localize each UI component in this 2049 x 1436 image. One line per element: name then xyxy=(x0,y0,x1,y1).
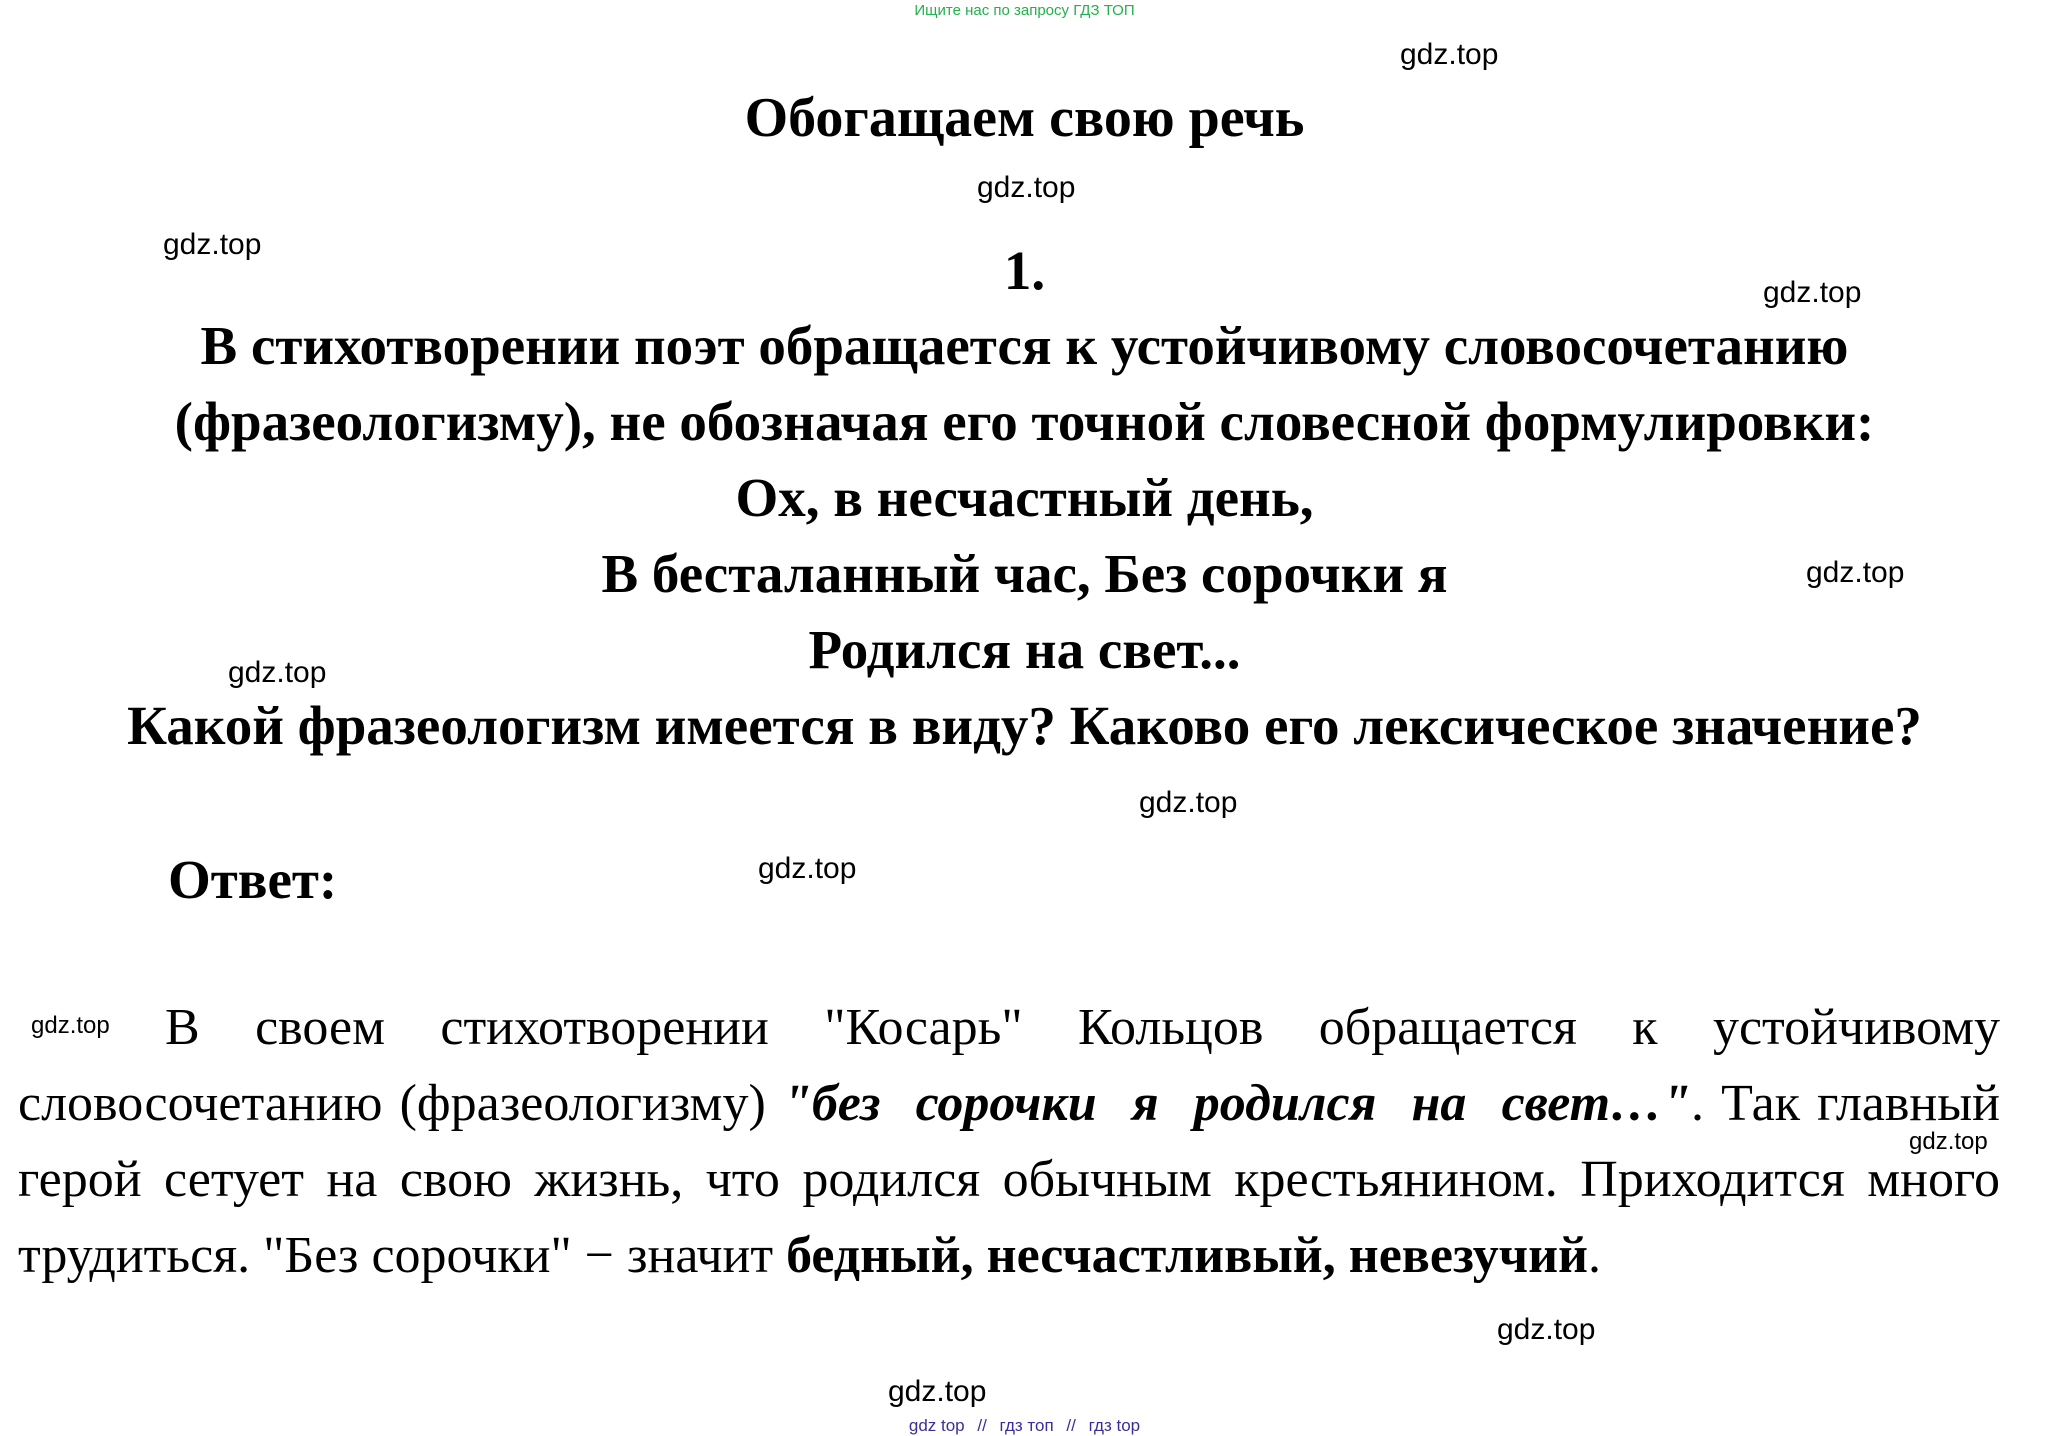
watermark: gdz.top xyxy=(1400,38,1499,71)
watermark: gdz.top xyxy=(977,171,1076,204)
watermark: gdz.top xyxy=(1806,556,1905,589)
watermark: gdz.top xyxy=(1139,786,1238,819)
answer-part-1: В своем стихотворении "Косарь" Кольцов обращается к устойчивому словосочетанию (фразеологизму) xyxy=(18,999,2000,1132)
task-question: Какой фразеологизм имеется в виду? Каково его лексическое значение? xyxy=(127,695,1922,756)
answer-label: Ответ: xyxy=(168,849,338,910)
watermark: gdz.top xyxy=(31,1012,110,1039)
section-title: Обогащаем свою речь xyxy=(744,87,1305,149)
answer-part-3: . xyxy=(1588,1227,1602,1284)
answer-part-2: . Так главный герой сетует на свою жизнь, что родился обычным крестьянином. Приходится много трудиться. "Без сорочки" − значит xyxy=(18,1075,2000,1284)
watermark: gdz.top xyxy=(163,228,262,261)
footer-separator: // xyxy=(1066,1416,1076,1435)
task-intro-line-1: В стихотворении поэт обращается к устойчивому словосочетанию xyxy=(200,315,1849,376)
watermark: gdz.top xyxy=(1909,1128,1988,1155)
watermark: gdz.top xyxy=(758,852,857,885)
watermark: gdz.top xyxy=(228,656,327,689)
search-note: Ищите нас по запросу ГДЗ ТОП xyxy=(914,2,1135,19)
footer-links xyxy=(0,1416,2049,1436)
watermark: gdz.top xyxy=(1763,276,1862,309)
task-intro-line-2: (фразеологизму), не обозначая его точной словесной формулировки: xyxy=(174,391,1875,452)
task-number: 1. xyxy=(1003,240,1046,301)
answer-text xyxy=(18,990,2000,1294)
poem-line-2: В бесталанный час, Без сорочки я xyxy=(601,543,1448,604)
footer-link-gdz-top-ru[interactable]: гдз топ xyxy=(999,1416,1054,1435)
footer-separator: // xyxy=(977,1416,987,1435)
watermark: gdz.top xyxy=(888,1375,987,1408)
poem-line-1: Ох, в несчастный день, xyxy=(735,467,1314,528)
footer-link-gdz-top-mixed[interactable]: гдз top xyxy=(1088,1416,1141,1435)
answer-emphasis: бедный, несчастливый, невезучий xyxy=(786,1227,1589,1284)
footer-link-gdz-top[interactable]: gdz top xyxy=(908,1416,965,1435)
poem-line-3: Родился на свет... xyxy=(808,619,1241,680)
watermark: gdz.top xyxy=(1497,1313,1596,1346)
answer-quote: "без сорочки я родился на свет…" xyxy=(782,1075,1691,1132)
